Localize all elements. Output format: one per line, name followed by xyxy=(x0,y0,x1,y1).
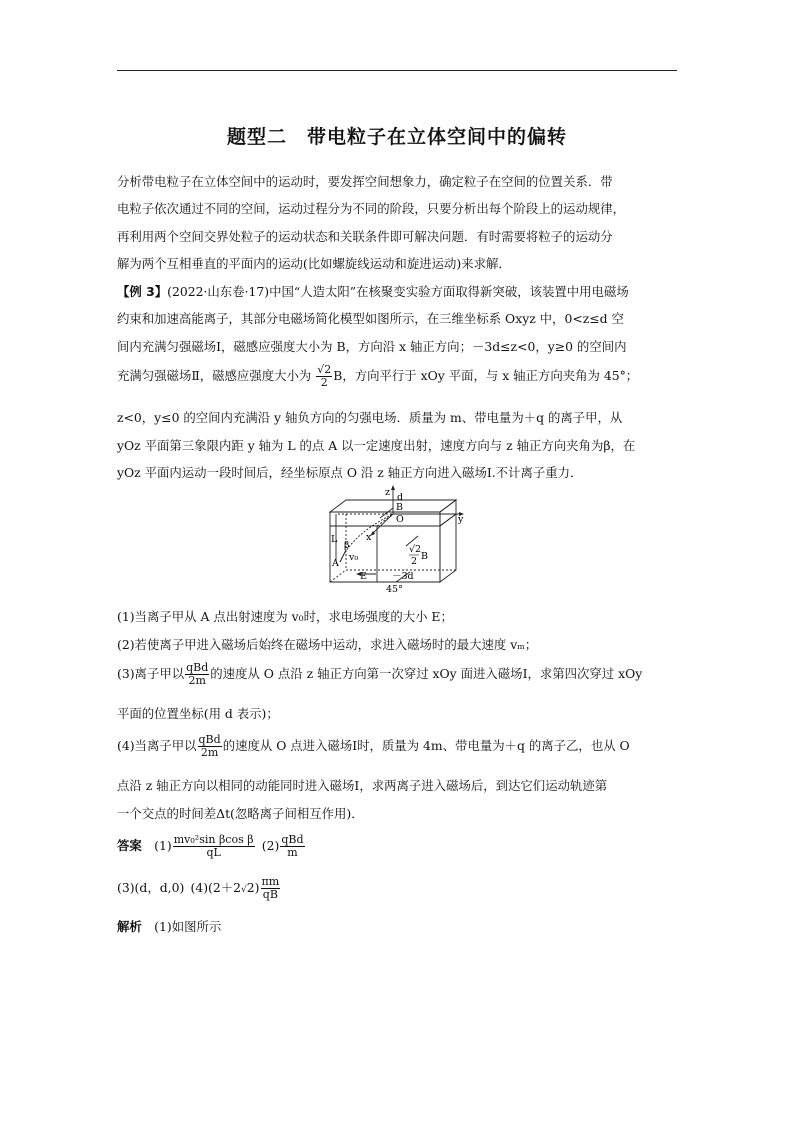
intro-line-1: 分析带电粒子在立体空间中的运动时，要发挥空间想象力，确定粒子在空间的位置关系．带 xyxy=(117,174,613,189)
example-line-6: yOz 平面第三象限内距 y 轴为 L 的点 A 以一定速度出射，速度方向与 z 轴正方向夹角为β，在 xyxy=(117,438,636,453)
question-2: (2)若使离子甲进入磁场后始终在磁场中运动，求进入磁场时的最大速度 vₘ； xyxy=(117,637,538,652)
question-1: (1)当离子甲从 A 点出射速度为 v₀时，求电场强度的大小 E； xyxy=(117,609,453,624)
label-45: 45° xyxy=(386,584,403,595)
answer-line-2: (3)(d，d,0) (4)(2＋2√2) $\frac{\pi m}{qB}$ xyxy=(117,875,280,902)
sqrt2-over-2-fraction: $\frac{√2}{2}$ xyxy=(317,363,332,390)
example-line-7: yOz 平面内运动一段时间后，经坐标原点 O 沿 z 轴正方向进入磁场Ⅰ.不计离子重力． xyxy=(117,465,583,480)
q3-fraction: $\frac{\text{qBd}}{2m}$ xyxy=(186,661,209,688)
label-b2-den: 2 xyxy=(411,556,418,567)
label-e: E xyxy=(360,571,367,582)
label-minus-3d: －3d xyxy=(392,571,414,582)
intro-line-4: 解为两个互相垂直的平面内的运动(比如螺旋线运动和旋进运动)来求解． xyxy=(117,256,511,271)
label-x: x xyxy=(366,532,372,543)
answer-2-fraction: $\frac{\text{qBd}}{m}$ xyxy=(281,833,304,860)
question-4-cont-2: 一个交点的时间差Δt(忽略离子间相互作用)． xyxy=(117,806,364,821)
b-field-arrow xyxy=(380,508,393,518)
answer-label: 答案 xyxy=(117,838,142,854)
label-d: d xyxy=(397,492,404,503)
slab-side-face xyxy=(440,500,456,526)
box-side-face xyxy=(440,514,456,582)
analysis-label: 解析 xyxy=(117,919,142,934)
question-3-cont: 平面的位置坐标(用 d 表示)； xyxy=(117,706,279,721)
example-line-2: 约束和加速高能离子，其部分电磁场简化模型如图所示，在三维坐标系 Oxyz 中，0<z≤d 空 xyxy=(117,311,624,326)
answer-line-1: 答案 (1) $\frac{\text{mv₀²sin βcos β}}{qL}$ (2) $\frac{\text{qBd}}{m}$ xyxy=(117,833,304,860)
question-3: (3)离子甲以 $\frac{\text{qBd}}{2m}$ 的速度从 O 点沿 z 轴正方向第一次穿过 xOy 面进入磁场Ⅰ，求第四次穿过 xOy xyxy=(117,661,643,688)
label-z: z xyxy=(385,487,391,498)
label-v0: v₀ xyxy=(349,552,359,563)
answer-1-fraction: $\frac{\text{mv₀²sin βcos β}}{qL}$ xyxy=(173,833,254,860)
section-title: 题型二 带电粒子在立体空间中的偏转 xyxy=(226,126,567,148)
analysis-line: 解析 (1)如图所示 xyxy=(117,919,222,934)
label-b2-num: √2 xyxy=(409,544,422,555)
question-4: (4)当离子甲以 $\frac{\text{qBd}}{2m}$ 的速度从 O 点进入磁场Ⅰ时，质量为 4m、带电量为＋q 的离子乙，也从 O xyxy=(117,733,630,760)
box-hidden-depth xyxy=(330,570,346,582)
q4-fraction: $\frac{\text{qBd}}{2m}$ xyxy=(198,733,221,760)
example-line-4: 充满匀强磁场Ⅱ，磁感应强度大小为 $\frac{√2}{2}$ B，方向平行于 xOy 平面，与 x 轴正方向夹角为 45°； xyxy=(117,363,639,390)
intro-line-2: 电粒子依次通过不同的空间，运动过程分为不同的阶段，只要分析出每个阶段上的运动规律， xyxy=(117,201,626,216)
question-4-cont-1: 点沿 z 轴正方向以相同的动能同时进入磁场Ⅰ，求两离子进入磁场后，到达它们运动轨迹第 xyxy=(117,778,608,793)
z-arrow-head xyxy=(391,485,395,490)
label-l: L xyxy=(331,534,338,545)
label-b2: B xyxy=(421,551,428,562)
label-y: y xyxy=(458,514,464,525)
example-tag: 【例 3】 xyxy=(117,284,168,299)
answer-4-fraction: $\frac{\pi m}{qB}$ xyxy=(261,875,280,902)
field-diagram xyxy=(322,484,472,596)
label-beta: β xyxy=(344,540,350,551)
label-o: O xyxy=(396,514,404,525)
label-a: A xyxy=(332,558,339,569)
header-rule xyxy=(117,70,677,71)
example-line-5: z<0，y≤0 的空间内充满沿 y 轴负方向的匀强电场．质量为 m、带电量为＋q 的离子甲，从 xyxy=(117,410,623,425)
example-line-3: 间内充满匀强磁场Ⅰ，磁感应强度大小为 B，方向沿 x 轴正方向；－3d≤z<0，y≥0 的空间内 xyxy=(117,339,627,354)
example-line-1: 【例 3】(2022·山东卷·17)中国“人造太阳”在核聚变实验方面取得新突破，该装置中用电磁场 xyxy=(117,284,629,299)
intro-line-3: 再利用两个空间交界处粒子的运动状态和关联条件即可解决问题．有时需要将粒子的运动分 xyxy=(117,229,613,244)
v0-arrow xyxy=(340,550,346,562)
label-b: B xyxy=(396,502,403,513)
